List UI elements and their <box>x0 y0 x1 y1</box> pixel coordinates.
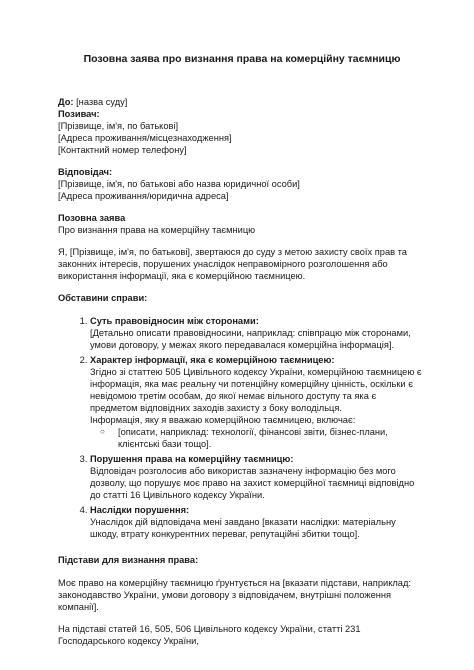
plaintiff-address: [Адреса проживання/місцезнаходження] <box>58 133 232 143</box>
court-block <box>58 96 426 156</box>
list-item <box>90 504 426 540</box>
defendant-address: [Адреса проживання/юридична адреса] <box>58 191 229 201</box>
plaintiff-label: Позивач: <box>58 109 100 119</box>
court-value: [назва суду] <box>73 97 128 107</box>
circumstances-list <box>58 315 426 540</box>
claim-subject: Про визнання права на комерційну таємницю <box>58 225 256 235</box>
item-title: 2. Характер інформації, яка є комерційною таємницею: <box>90 355 335 365</box>
defendant-label: Відповідач: <box>58 167 113 177</box>
document-title: Позовна заява про визнання права на комерційну таємницю <box>83 53 401 65</box>
intro-paragraph: Я, [Прізвище, ім'я, по батькові], звертаюся до суду з метою захисту своїх прав та законних інтересів, порушених унаслідок неправомірного розголошення або використання інформації, яка є комерційною таємницею. <box>58 247 407 281</box>
defendant-block <box>58 166 426 202</box>
court-label: До: <box>58 97 74 107</box>
grounds-paragraph-1: Моє право на комерційну таємницю ґрунтується на [вказати підстави, наприклад: законодавство України, умови договору з відповідачем, внутрішні положення компанії]. <box>58 578 411 612</box>
list-item <box>90 315 426 351</box>
item-title: 1. Суть правовідносин між сторонами: <box>90 316 259 326</box>
item-title: 3. Порушення права на комерційну таємницю: <box>90 454 294 464</box>
list-item <box>90 354 426 450</box>
item-text: Згідно зі статтею 505 Цивільного кодексу України, комерційною таємницею є інформація, яка має реальну чи потенційну комерційну цінність, оскільки є невідомою третім особам, до якої немає вільного доступу та яка є предметом відповідних заходів захисту з боку володільця. <box>90 367 422 413</box>
item-text-2: Інформація, яку я вважаю комерційною таємницею, включає: <box>90 415 356 425</box>
circumstances-heading: Обставини справи: <box>58 293 148 303</box>
grounds-paragraph-2: На підставі статей 16, 505, 506 Цивільного кодексу України, статті 231 Господарського кодексу України, <box>58 624 361 646</box>
defendant-name: [Прізвище, ім'я, по батькові або назва юридичної особи] <box>58 179 300 189</box>
sub-list <box>90 426 426 450</box>
claim-label: Позовна заява <box>58 213 126 223</box>
item-text: Унаслідок дій відповідача мені завдано [вказати наслідки: матеріальну шкоду, втрату конкурентних переваг, репутаційні збитки тощо]. <box>90 517 396 539</box>
plaintiff-name: [Прізвище, ім'я, по батькові] <box>58 121 179 131</box>
claim-block <box>58 212 426 236</box>
item-text: [Детально описати правовідносини, наприклад: співпрацю між сторонами, умови договору, у межах якого передавалася комерційна інформація]. <box>90 328 411 350</box>
item-title: 4. Наслідки порушення: <box>90 505 190 515</box>
item-text: Відповідач розголосив або використав зазначену інформацію без мого дозволу, що порушує моє право на захист комерційної таємниці відповідно до статті 16 Цивільного кодексу України. <box>90 466 415 500</box>
court-line <box>58 96 426 108</box>
grounds-heading: Підстави для визнання права: <box>58 555 199 565</box>
plaintiff-phone: [Контактний номер телефону] <box>58 145 187 155</box>
sub-list-item: ○ [описати, наприклад: технології, фінансові звіти, бізнес-плани, клієнтські бази тощо]. <box>118 426 426 450</box>
list-item <box>90 453 426 501</box>
